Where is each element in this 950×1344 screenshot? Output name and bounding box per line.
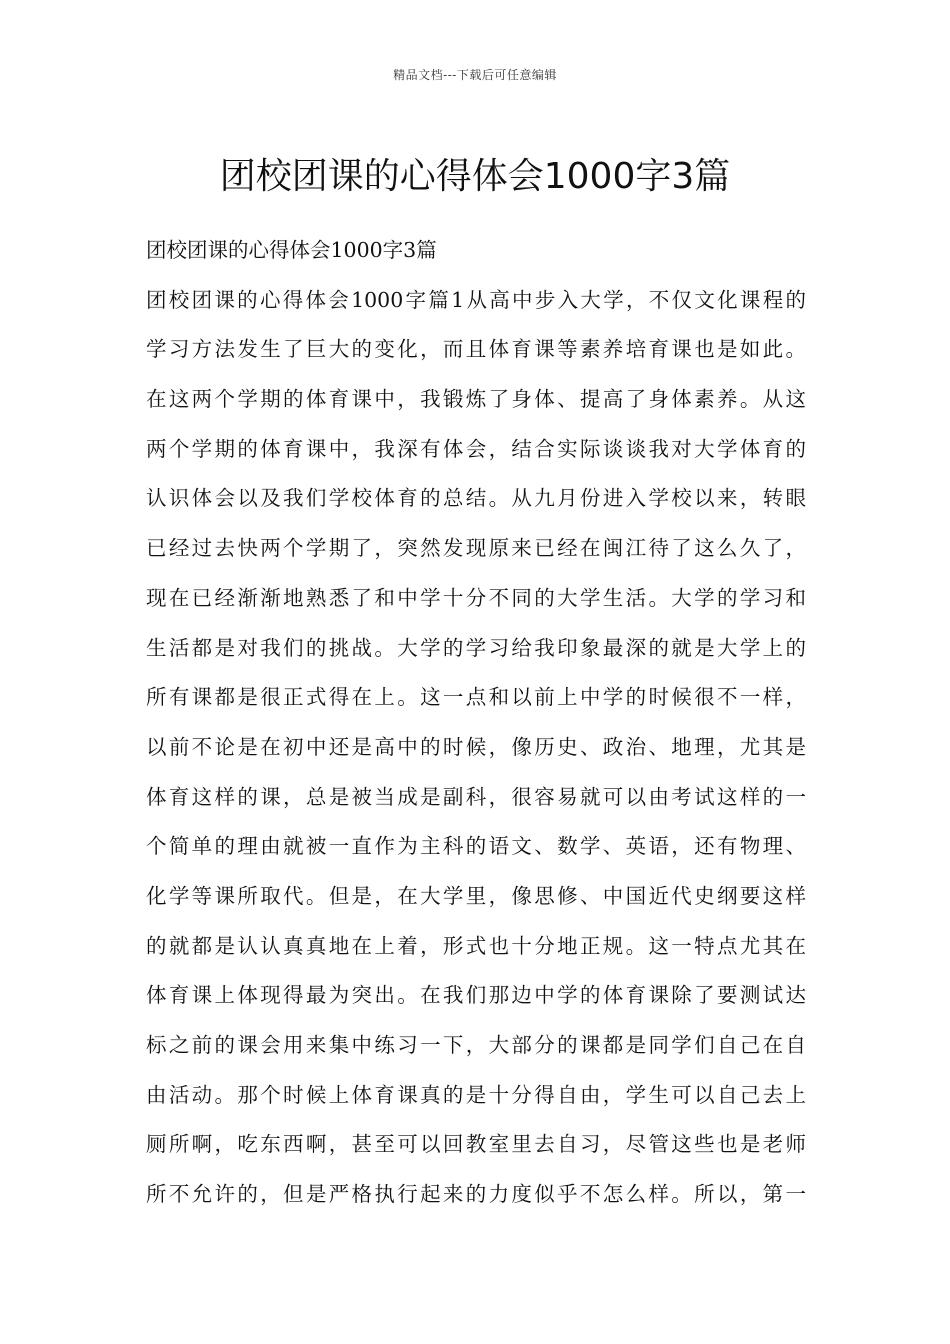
text-line: 标之前的课会用来集中练习一下，大部分的课都是同学们自己在自	[146, 1033, 806, 1057]
text-line: 生活都是对我们的挑战。大学的学习给我印象最深的就是大学上的	[146, 635, 806, 660]
text-line: 现在已经渐渐地熟悉了和中学十分不同的大学生活。大学的学习和	[146, 585, 806, 610]
text-line: 以前不论是在初中还是高中的时候，像历史、政治、地理，尤其是	[146, 734, 806, 759]
text-line: 认识体会以及我们学校体育的总结。从九月份进入学校以来，转眼	[146, 486, 806, 511]
text-line: 两个学期的体育课中，我深有体会，结合实际谈谈我对大学体育的	[146, 436, 806, 461]
text-line: 化学等课所取代。但是，在大学里，像思修、中国近代史纲要这样	[146, 883, 806, 908]
header-note: 精品文档---下载后可任意编辑	[393, 68, 557, 82]
text-line: 体育课上体现得最为突出。在我们那边中学的体育课除了要测试达	[146, 983, 806, 1008]
document-title: 团校团课的心得体会1000字3篇	[219, 156, 731, 198]
body-text	[146, 226, 806, 1220]
text-line: 团校团课的心得体会1000字篇1从高中步入大学，不仅文化课程的	[146, 287, 806, 312]
text-line: 所有课都是很正式得在上。这一点和以前上中学的时候很不一样，	[146, 685, 806, 710]
text-line: 所不允许的，但是严格执行起来的力度似乎不怎么样。所以，第一	[146, 1182, 806, 1207]
text-line: 学习方法发生了巨大的变化，而且体育课等素养培育课也是如此。	[146, 337, 806, 362]
text-line: 体育这样的课，总是被当成是副科，很容易就可以由考试这样的一	[146, 784, 806, 809]
text-line: 由活动。那个时候上体育课真的是十分得自由，学生可以自己去上	[146, 1082, 806, 1107]
text-line: 已经过去快两个学期了，突然发现原来已经在闽江待了这么久了，	[146, 536, 806, 561]
subtitle-line: 团校团课的心得体会1000字3篇	[146, 238, 437, 262]
text-line: 厕所啊，吃东西啊，甚至可以回教室里去自习，尽管这些也是老师	[146, 1132, 806, 1157]
text-line: 个简单的理由就被一直作为主科的语文、数学、英语，还有物理、	[146, 834, 806, 859]
text-line: 的就都是认认真真地在上着，形式也十分地正规。这一特点尤其在	[146, 933, 806, 958]
text-line: 在这两个学期的体育课中，我锻炼了身体、提高了身体素养。从这	[146, 387, 806, 412]
